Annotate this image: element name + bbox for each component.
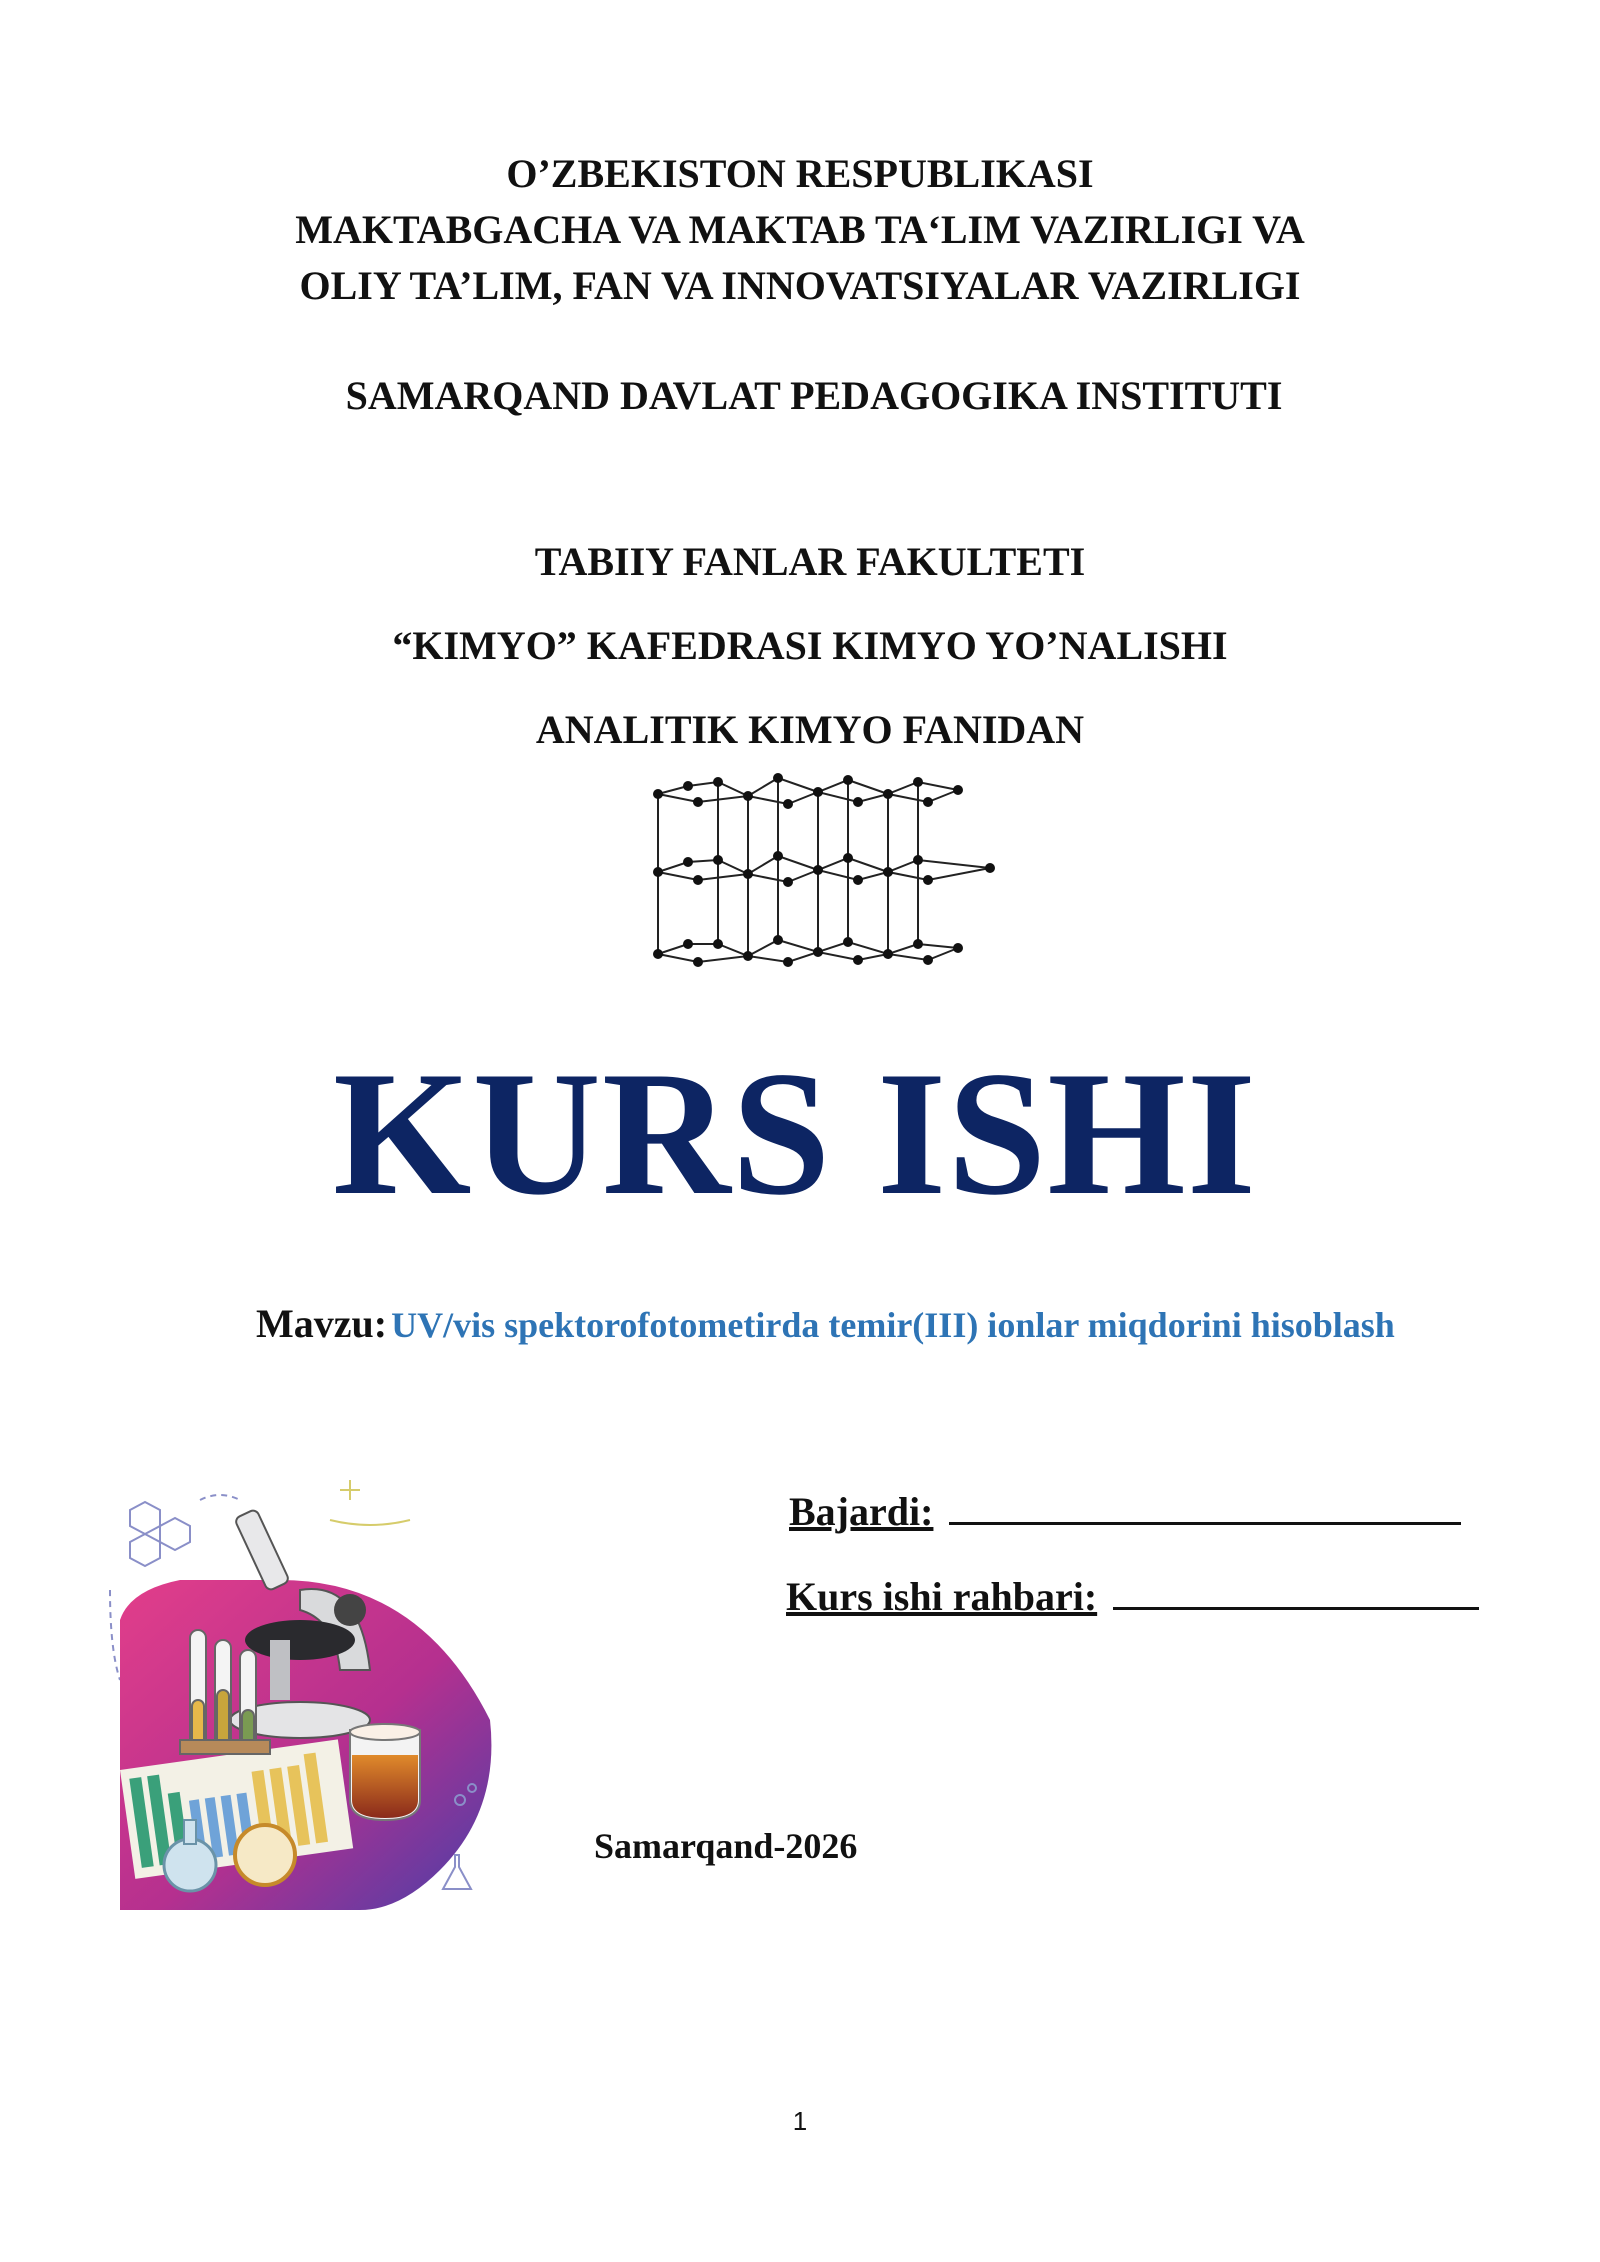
place-year: Samarqand-2026 xyxy=(594,1826,858,1866)
subject-name: ANALITIK KIMYO FANIDAN xyxy=(535,707,1085,752)
supervisor-field xyxy=(786,1573,1479,1620)
performed-by-field xyxy=(789,1488,1461,1535)
crystal-lattice-icon xyxy=(640,768,1000,968)
department-name: “KIMYO” KAFEDRASI KIMYO YO’NALISHI xyxy=(392,623,1228,668)
performed-by-blank[interactable] xyxy=(949,1490,1461,1525)
supervisor-label: Kurs ishi rahbari: xyxy=(786,1574,1098,1619)
header-line-3: OLIY TA’LIM, FAN VA INNOVATSIYALAR VAZIRLIGI xyxy=(299,263,1301,308)
supervisor-blank[interactable] xyxy=(1113,1575,1479,1610)
topic-value: UV/vis spektorofotometirda temir(III) ionlar miqdorini hisoblash xyxy=(391,1305,1395,1345)
topic-label: Mavzu: xyxy=(256,1301,388,1346)
laboratory-microscope-illustration xyxy=(100,1470,500,1920)
document-title: KURS ISHI xyxy=(332,1034,1258,1232)
page-number: 1 xyxy=(792,2106,808,2136)
faculty-name: TABIIY FANLAR FAKULTETI xyxy=(534,539,1086,584)
header-line-1: O’ZBEKISTON RESPUBLIKASI xyxy=(506,151,1094,196)
institute-name: SAMARQAND DAVLAT PEDAGOGIKA INSTITUTI xyxy=(345,373,1283,418)
topic-line xyxy=(256,1300,1395,1347)
header-line-2: MAKTABGACHA VA MAKTAB TA‘LIM VAZIRLIGI VA xyxy=(295,207,1305,252)
performed-by-label: Bajardi: xyxy=(789,1489,934,1534)
